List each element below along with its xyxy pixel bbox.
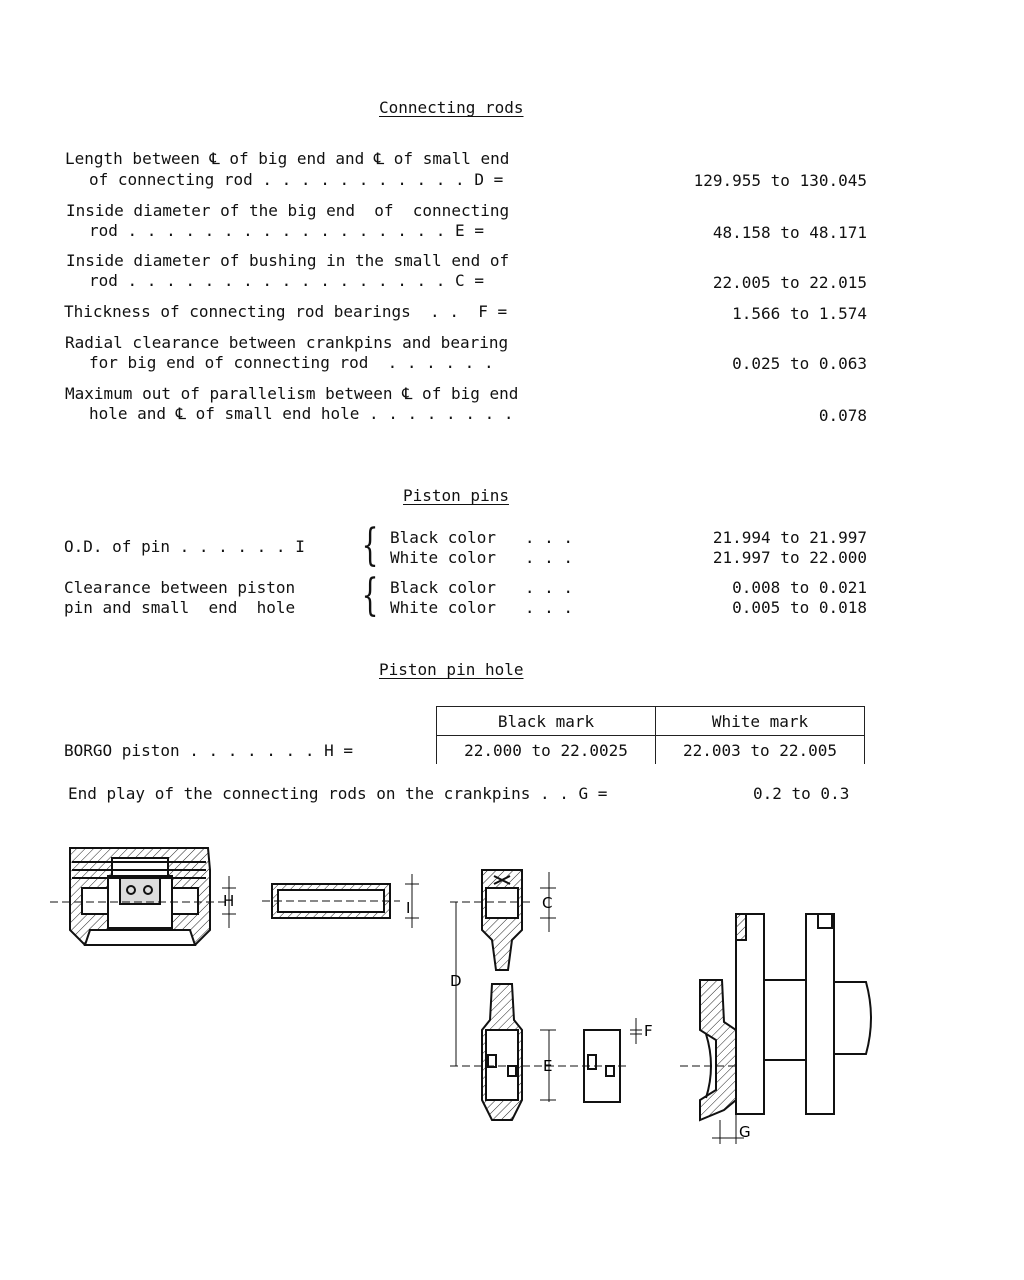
spec-value-bushing: 22.005 to 22.015 (712, 273, 867, 292)
label-e: E (543, 1057, 553, 1075)
spec-label-length-line2: of connecting rod . . . . . . . . . . . D = (89, 170, 504, 189)
spec-label-bearing-thickness: Thickness of connecting rod bearings . . F = (64, 302, 508, 321)
spec-value-parallelism: 0.078 (818, 406, 867, 425)
piston-pins-title: Piston pins (403, 486, 509, 505)
label-c: C (542, 894, 553, 912)
piston-pin-drawing (262, 874, 419, 928)
spec-label-radial-clearance-line1: Radial clearance between crankpins and bearing (65, 333, 509, 352)
spec-label-bushing-line2: rod . . . . . . . . . . . . . . . . . C = (89, 271, 484, 290)
pin-od-label: O.D. of pin . . . . . . I (64, 537, 305, 556)
end-play-label: End play of the connecting rods on the crankpins . . G = (68, 784, 608, 803)
pin-clearance-label-line1: Clearance between piston (64, 578, 296, 597)
end-play-value: 0.2 to 0.3 (753, 784, 850, 803)
od-black-value: 21.994 to 21.997 (712, 528, 867, 547)
cl-white-color-label: White color . . . (390, 598, 574, 617)
spec-value-length: 129.955 to 130.045 (693, 171, 867, 190)
spec-label-big-end-line2: rod . . . . . . . . . . . . . . . . . E = (89, 221, 484, 240)
col-white-mark: White mark (656, 707, 865, 736)
spec-label-parallelism-line2: hole and ℄ of small end hole . . . . . . . . (89, 404, 514, 423)
white-mark-value: 22.003 to 22.005 (656, 736, 865, 765)
spec-value-radial-clearance: 0.025 to 0.063 (732, 354, 867, 373)
piston-pin-hole-title: Piston pin hole (379, 660, 524, 679)
spec-label-length-line1: Length between ℄ of big end and ℄ of small end (65, 149, 510, 168)
cl-white-value: 0.005 to 0.018 (732, 598, 867, 617)
od-white-value: 21.997 to 22.000 (712, 548, 867, 567)
spec-label-parallelism-line1: Maximum out of parallelism between ℄ of big end (65, 384, 519, 403)
borgo-piston-label: BORGO piston . . . . . . . H = (64, 741, 353, 760)
spec-label-radial-clearance-line2: for big end of connecting rod . . . . . . (89, 353, 494, 372)
label-f: F (644, 1022, 653, 1040)
od-black-color-label: Black color . . . (390, 528, 574, 547)
cl-black-color-label: Black color . . . (390, 578, 574, 597)
brace-clearance: { (361, 570, 379, 621)
label-i: I (406, 899, 411, 917)
od-white-color-label: White color . . . (390, 548, 574, 567)
spec-label-bushing-line1: Inside diameter of bushing in the small end of (66, 251, 510, 270)
cl-black-value: 0.008 to 0.021 (732, 578, 867, 597)
piston-drawing (50, 848, 236, 945)
crankshaft-drawing (680, 914, 871, 1144)
connecting-rods-title: Connecting rods (379, 98, 524, 117)
label-g: G (739, 1123, 751, 1141)
label-d: D (450, 972, 462, 990)
spec-value-bearing-thickness: 1.566 to 1.574 (732, 304, 867, 323)
black-mark-value: 22.000 to 22.0025 (437, 736, 656, 765)
label-h: H (223, 892, 235, 910)
pin-clearance-label-line2: pin and small end hole (64, 598, 296, 617)
bearing-shell-drawing (570, 1018, 642, 1102)
brace-od: { (361, 520, 379, 571)
col-black-mark: Black mark (437, 707, 656, 736)
spec-value-big-end: 48.158 to 48.171 (712, 223, 867, 242)
spec-label-big-end-line1: Inside diameter of the big end of connecting (66, 201, 510, 220)
